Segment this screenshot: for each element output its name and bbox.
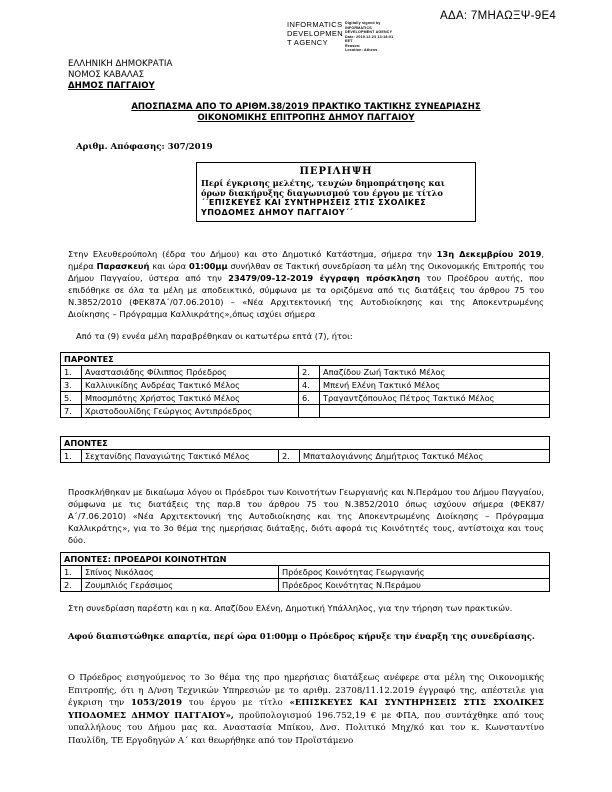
signature-line: Location: Athens [345, 48, 378, 52]
extract-title-line: ΟΙΚΟΝΟΜΙΚΗΣ ΕΠΙΤΡΟΠΗΣ ΔΗΜΟΥ ΠΑΓΓΑΙΟΥ [197, 113, 415, 123]
logo-line: T AGENCY [287, 38, 328, 47]
informatics-logo [287, 20, 437, 70]
summary-box [196, 162, 476, 222]
table-row [61, 566, 550, 579]
final-text: του έργου με τίτλο [188, 698, 283, 708]
signature-line: DEVELOPMENT AGENCY [345, 30, 393, 34]
member-name: Μπαταλογιάννης Δημήτριος Τακτικό Μέλος [300, 450, 550, 463]
president-name: Ζουμπλιός Γεράσιμος [82, 579, 279, 592]
decision-number: Αριθμ. Απόφασης: 307/2019 [76, 142, 213, 152]
row-number: 1. [61, 450, 82, 463]
signature-line: Reason: [345, 43, 361, 48]
extract-title [0, 102, 612, 124]
header-prefecture: ΝΟΜΟΣ ΚΑΒΑΛΑΣ [68, 70, 145, 80]
president-role: Πρόεδρος Κοινότητας Γεωργιανής [279, 566, 550, 579]
absent-presidents-table [60, 552, 550, 592]
intro-text: του Προέδρου αυτής, που επιδόθηκε σε όλα τα μέλη με αποδεικτικό, σύμφωνα με τα οριζόμενα από τις διατάξεις του άρθρου 75 του Ν.3852/2010 (ΦΕΚ87Α΄/07.06.2010) – «Νέα Αρχιτεκτονική της Αυτοδιοίκησης και της Αποκεντρωμένης Διοίκησης – Πρόγραμμα Καλλικράτης»,όπως ισχύει σήμερα [68, 273, 545, 319]
member-name: Καλλινικίδης Ανδρέας Τακτικό Μέλος [82, 379, 299, 392]
absent-table [60, 436, 550, 463]
header-municipality: ΔΗΜΟΣ ΠΑΓΓΑΙΟΥ [68, 81, 155, 91]
intro-text: Στην Ελευθερούπολη (έδρα του Δήμου) και στο Δημοτικό Κατάστημα, σήμερα την [68, 249, 432, 259]
member-name: Αναστασιάδης Φίλιππος Πρόεδρος [82, 366, 299, 379]
logo-agency-name [287, 20, 343, 47]
final-text: προϋπολογισμού 196.752,19 € με ΦΠΑ, που συντάχθηκε από τους υπαλλήλους του Δήμου μας κα. Αναστασία Μπίκου, Δνσ. Πολιτικό Μηχ/κό και τον κ. Κωνσταντίνο Παυλίδη, ΤΕ Εργοδηγών Α΄ και θεωρήθηκε από τον Προϊστάμενο [68, 710, 544, 746]
signature-line: INFORMATICS [345, 25, 372, 30]
intro-paragraph [68, 248, 544, 320]
intro-text: , ημέρα [68, 249, 544, 271]
logo-line: INFORMATICS [287, 20, 343, 29]
member-name: Μποσμπότης Χρήστος Τακτικό Μέλος [82, 392, 299, 405]
invited-paragraph: Προσκλήθηκαν με δικαίωμα λόγου οι Πρόεδροι των Κοινοτήτων Γεωργιανής και Ν.Περάμου του Δήμου Παγγαίου, σύμφωνα με τις διατάξεις της παρ.8 του άρθρου 75 του Ν.3852/2010 όπως ισχύουν σήμερα (ΦΕΚ87/ Α΄/7.06.2010) «Νέα Αρχιτεκτονική της Αυτοδιοίκησης και της Αποκεντρωμένης Διοίκησης – Πρόγραμμα Καλλικράτης», για το 3ο θέμα της ημερήσιας διάταξης, διότι αφορά τις Κοινότητές τους, αντίστοιχα και τους δύο. [68, 487, 544, 545]
member-name: Τραγαντζόπουλος Πέτρος Τακτικό Μέλος [320, 392, 550, 405]
digital-signature-stamp [345, 21, 393, 53]
meeting-date: 13η Δεκεμβρίου 2019 [436, 249, 542, 259]
president-name: Σπίνος Νικόλαος [82, 566, 279, 579]
row-number: 2. [279, 450, 300, 463]
row-number: 2. [61, 579, 82, 592]
logo-line: DEVELOPMEN [287, 29, 344, 38]
signature-line: EET [345, 39, 353, 43]
member-name [320, 405, 550, 418]
signature-line: Digitally signed by [345, 21, 381, 25]
signature-line: Date: 2019.12.23 13:18:01 [345, 34, 394, 39]
row-number: 5. [61, 392, 82, 405]
issuer-header [68, 59, 172, 92]
summary-text: Περί έγκρισης μελέτης, τευχών δημοπράτησης και όρων διακήρυξης διαγωνισμού του έργου με τίτλο [201, 178, 445, 198]
present-table [60, 352, 550, 418]
absent-presidents-header: ΑΠΟΝΤΕΣ: ΠΡΟΕΔΡΟΙ ΚΟΙΝΟΤΗΤΩΝ [61, 553, 550, 566]
row-number: 1. [61, 366, 82, 379]
row-number: 4. [299, 379, 320, 392]
study-number: 1053/2019 [131, 698, 182, 708]
secretary-paragraph: Στη συνεδρίαση παρέστη και η κα. Απαζίδου Ελένη, Δημοτική Υπάλληλος, για την τήρηση των πρακτικών. [68, 603, 513, 613]
row-number: 1. [61, 566, 82, 579]
table-row [61, 579, 550, 592]
header-country: ΕΛΛΗΝΙΚΗ ΔΗΜΟΚΡΑΤΙΑ [68, 59, 173, 69]
member-name: Σεχτανίδης Παναγιώτης Τακτικό Μέλος [82, 450, 279, 463]
summary-title: ΠΕΡΙΛΗΨΗ [299, 166, 373, 177]
present-header: ΠΑΡΟΝΤΕΣ [61, 353, 550, 366]
table-row [61, 392, 550, 405]
member-name: Μπενή Ελένη Τακτικό Μέλος [320, 379, 550, 392]
extract-title-line: ΑΠΟΣΠΑΣΜΑ ΑΠΟ ΤΟ ΑΡΙΘΜ.38/2019 ΠΡΑΚΤΙΚΟ ΤΑΚΤΙΚΗΣ ΣΥΝΕΔΡΙΑΣΗΣ [131, 102, 481, 112]
intro-text: και ώρα [152, 261, 187, 271]
meeting-time: 01:00μμ [188, 261, 228, 271]
final-paragraph [68, 672, 544, 747]
absent-header: ΑΠΟΝΤΕΣ [61, 437, 550, 450]
row-number: 3. [61, 379, 82, 392]
project-title: «ΕΠΙΣΚΕΥΕΣ ΚΑΙ ΣΥΝΤΗΡΗΣΕΙΣ ΣΤΙΣ ΣΧΟΛΙΚΕΣ ΥΠΟΔΟΜΕΣ ΔΗΜΟΥ ΠΑΓΓΑΙΟΥ», [68, 698, 544, 721]
intro-text: συνήλθαν σε Τακτική συνεδρίαση τα μέλη της Οικονομικής Επιτροπής του Δήμου Παγγαίου, ύστερα από την [68, 261, 544, 283]
member-name: Χριστοδουλίδης Γεώργιος Αντιπρόεδρος [82, 405, 299, 418]
table-row [61, 450, 550, 463]
row-number [299, 405, 320, 418]
row-number: 6. [299, 392, 320, 405]
meeting-day: Παρασκευή [96, 261, 150, 271]
table-row [61, 366, 550, 379]
table-row [61, 379, 550, 392]
row-number: 2. [299, 366, 320, 379]
president-role: Πρόεδρος Κοινότητας Ν.Περάμου [279, 579, 550, 592]
member-name: Απαζίδου Ζωή Τακτικό Μέλος [320, 366, 550, 379]
final-text: Ο Πρόεδρος εισηγούμενος το 3ο θέμα της προ ημερήσιας διατάξεως ανέφερε στα μέλη της Οικονομικής Επιτροπής, ότι η Δ/νση Τεχνικών Υπηρεσιών με το αριθμ. 23708/11.12.2019 έγγραφό της, απέστειλε για έγκριση την [68, 673, 544, 708]
ada-code: ΑΔΑ: 7ΜΗΑΩΞΨ-9Ε4 [440, 10, 557, 22]
row-number: 7. [61, 405, 82, 418]
summary-project-title: ΄΄ΕΠΙΣΚΕΥΕΣ ΚΑΙ ΣΥΝΤΗΡΗΣΕΙΣ ΣΤΙΣ ΣΧΟΛΙΚΕΣ ΥΠΟΔΟΜΕΣ ΔΗΜΟΥ ΠΑΓΓΑΙΟΥ΄΄ [201, 198, 427, 217]
table-row [61, 405, 550, 418]
attendance-line: Από τα (9) εννέα μέλη παραβρέθηκαν οι κατωτέρω επτά (7), ήτοι: [76, 331, 353, 341]
invitation-ref: 23479/09-12-2019 έγγραφη πρόσκληση [228, 273, 421, 283]
quorum-paragraph: Αφού διαπιστώθηκε απαρτία, περί ώρα 01:00μμ ο Πρόεδρος κήρυξε την έναρξη της συνεδρίασης. [68, 631, 535, 641]
